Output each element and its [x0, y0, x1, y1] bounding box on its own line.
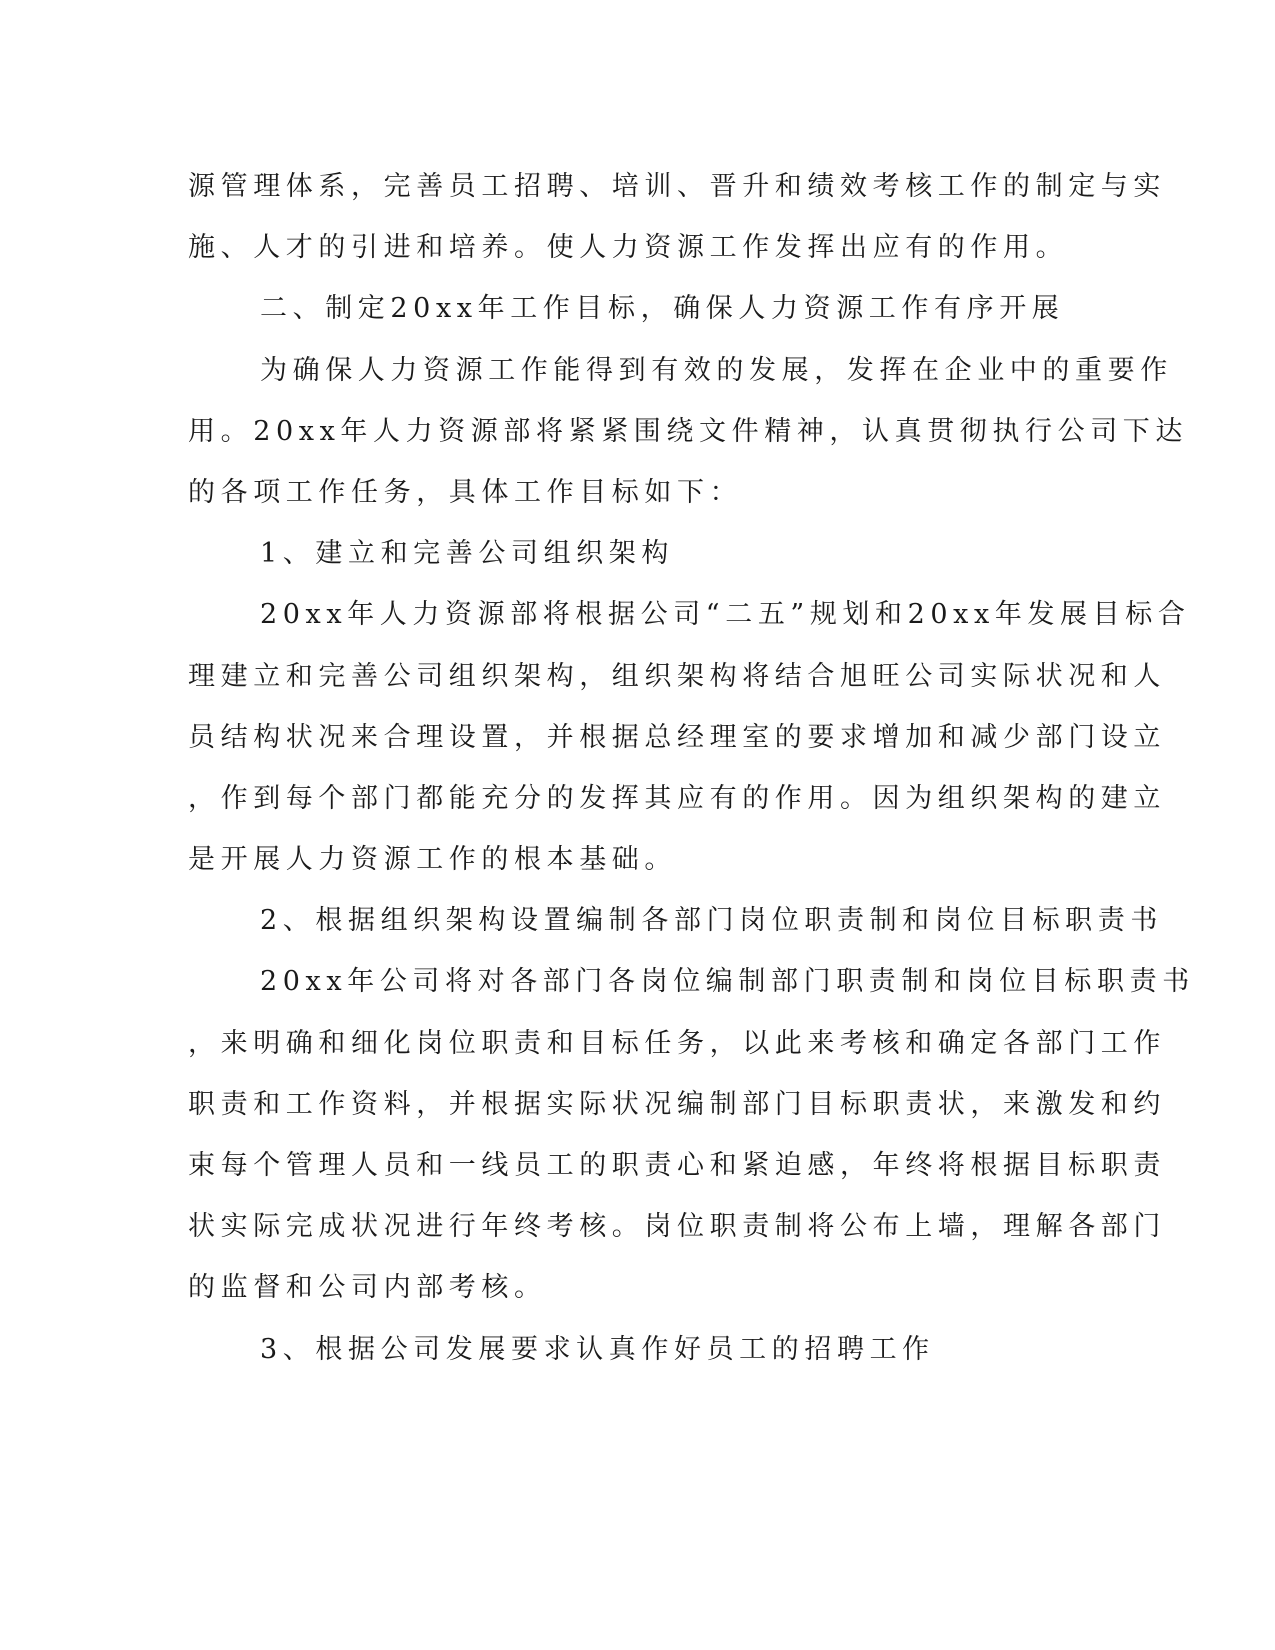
- document-body: [188, 156, 1195, 1380]
- text-line: 施、人才的引进和培养。使人力资源工作发挥出应有的作用。: [188, 232, 1069, 264]
- text-line: 用。20xx年人力资源部将紧紧围绕文件精神，认真贯彻执行公司下达: [188, 415, 1189, 447]
- text-line: 的各项工作任务，具体工作目标如下：: [188, 476, 743, 508]
- subsection-heading: 2、根据组织架构设置编制各部门岗位职责制和岗位目标职责书: [260, 905, 1163, 937]
- paragraph-start: 为确保人力资源工作能得到有效的发展，发挥在企业中的重要作: [260, 354, 1173, 386]
- text-line: 的监督和公司内部考核。: [188, 1272, 547, 1304]
- text-line: 束每个管理人员和一线员工的职责心和紧迫感，年终将根据目标职责: [188, 1150, 1166, 1181]
- paragraph-start: 20xx年公司将对各部门各岗位编制部门职责制和岗位目标职责书: [260, 966, 1195, 998]
- text-line: 状实际完成状况进行年终考核。岗位职责制将公布上墙，理解各部门: [188, 1211, 1166, 1243]
- subsection-heading: 1、建立和完善公司组织架构: [260, 538, 674, 570]
- text-line: 职责和工作资料，并根据实际状况编制部门目标职责状，来激发和约: [188, 1088, 1166, 1120]
- text-line: 理建立和完善公司组织架构，组织架构将结合旭旺公司实际状况和人: [188, 660, 1166, 692]
- text-line: ，作到每个部门都能充分的发挥其应有的作用。因为组织架构的建立: [188, 782, 1166, 814]
- text-line: 源管理体系，完善员工招聘、培训、晋升和绩效考核工作的制定与实: [188, 171, 1166, 202]
- subsection-heading: 3、根据公司发展要求认真作好员工的招聘工作: [260, 1333, 935, 1365]
- text-line: 员结构状况来合理设置，并根据总经理室的要求增加和减少部门设立: [188, 721, 1166, 753]
- text-line: 是开展人力资源工作的根本基础。: [188, 844, 677, 876]
- section-heading: 二、制定20xx年工作目标，确保人力资源工作有序开展: [260, 293, 1065, 325]
- text-line: ，来明确和细化岗位职责和目标任务，以此来考核和确定各部门工作: [188, 1027, 1166, 1059]
- paragraph-start: 20xx年人力资源部将根据公司“二五”规划和20xx年发展目标合: [260, 599, 1191, 631]
